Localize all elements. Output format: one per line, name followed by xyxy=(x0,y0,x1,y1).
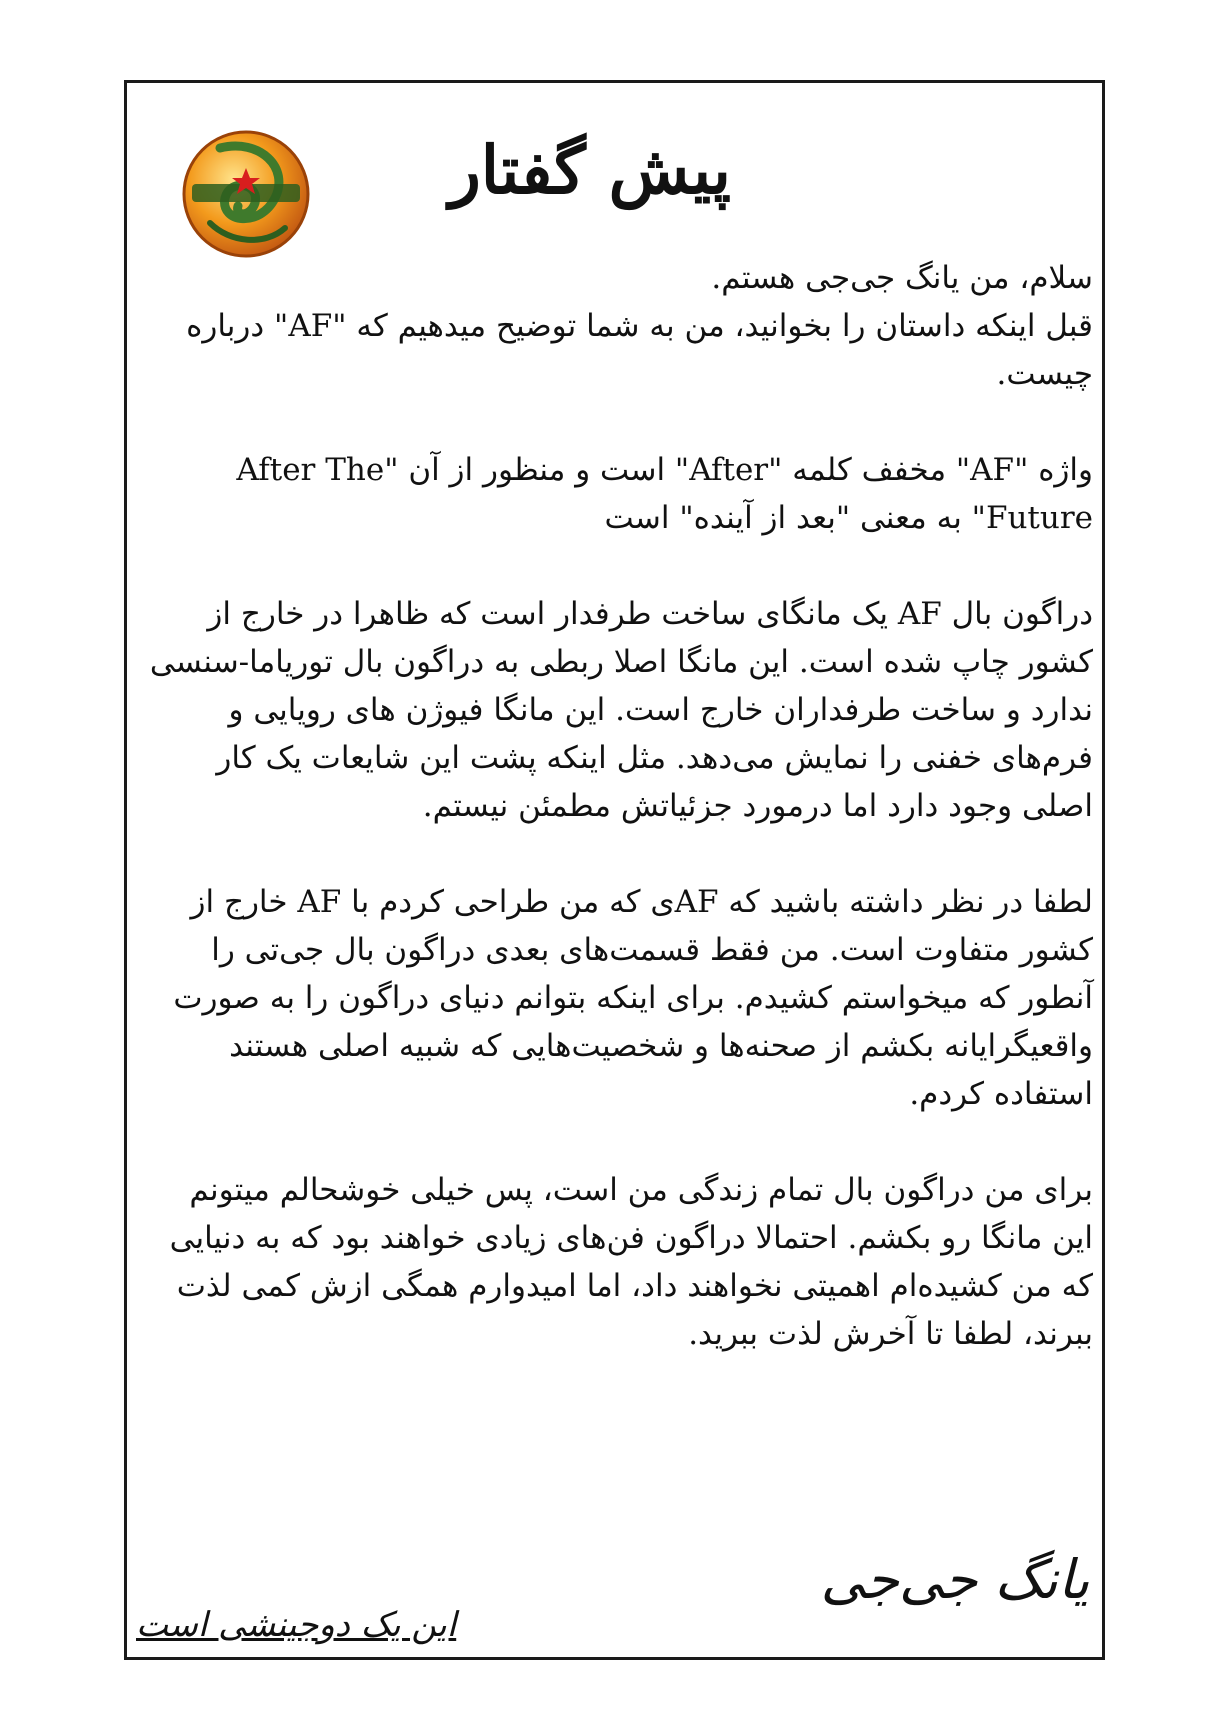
paragraph-intro: قبل اینکه داستان را بخوانید، من به شما توضیح میدهیم که "AF" درباره چیست. xyxy=(186,308,1093,392)
paragraph-spacer xyxy=(140,830,1093,878)
dragon-ball-logo-icon xyxy=(180,128,312,260)
paragraph-spacer xyxy=(140,542,1093,590)
paragraph-fan-manga: دراگون بال AF یک مانگای ساخت طرفدار است که ظاهرا در خارج از کشور چاپ شده است. این مانگا اصلا ربطی به دراگون بال توریاما-سنسی ندارد و ساخت طرفداران خارج است. این مانگا فیوژن های رویایی و فرم‌های خفنی را نمایش می‌دهد. مثل اینکه پشت این شایعات یک کار اصلی وجود دارد اما درمورد جزئیاتش مطمئن نیستم. xyxy=(149,596,1093,824)
preface-body xyxy=(140,254,1093,1358)
paragraph-differences: لطفا در نظر داشته باشید که AFی که من طراحی کردم با AF خارج از کشور متفاوت است. من فقط قسمت‌های بعدی دراگون بال جی‌تی را آنطور که میخواستم کشیدم. برای اینکه بتوانم دنیای دراگون را به صورت واقعیگرایانه بکشم از صحنه‌ها و شخصیت‌هایی که شبیه اصلی هستند استفاده کردم. xyxy=(173,884,1093,1112)
paragraph-greeting: سلام، من یانگ جی‌جی هستم. xyxy=(711,260,1093,296)
paragraph-spacer xyxy=(140,398,1093,446)
doujinshi-note: این یک دوجینشی است xyxy=(136,1605,457,1645)
paragraph-af-meaning: واژه "AF" مخفف کلمه "After" است و منظور از آن "After The Future" به معنی "بعد از آینده" است xyxy=(236,452,1093,536)
paragraph-closing: برای من دراگون بال تمام زندگی من است، پس خیلی خوشحالم میتونم این مانگا رو بکشم. احتمالا دراگون فن‌های زیادی خواهند بود که به دنیایی که من کشیده‌ام اهمیتی نخواهند داد، اما امیدوارم همگی ازش کمی لذت ببرند، لطفا تا آخرش لذت ببرید. xyxy=(169,1172,1093,1352)
page-title: پیش گفتار xyxy=(448,131,732,209)
paragraph-spacer xyxy=(140,1118,1093,1166)
author-signature: یانگ جی‌جی xyxy=(820,1548,1090,1611)
